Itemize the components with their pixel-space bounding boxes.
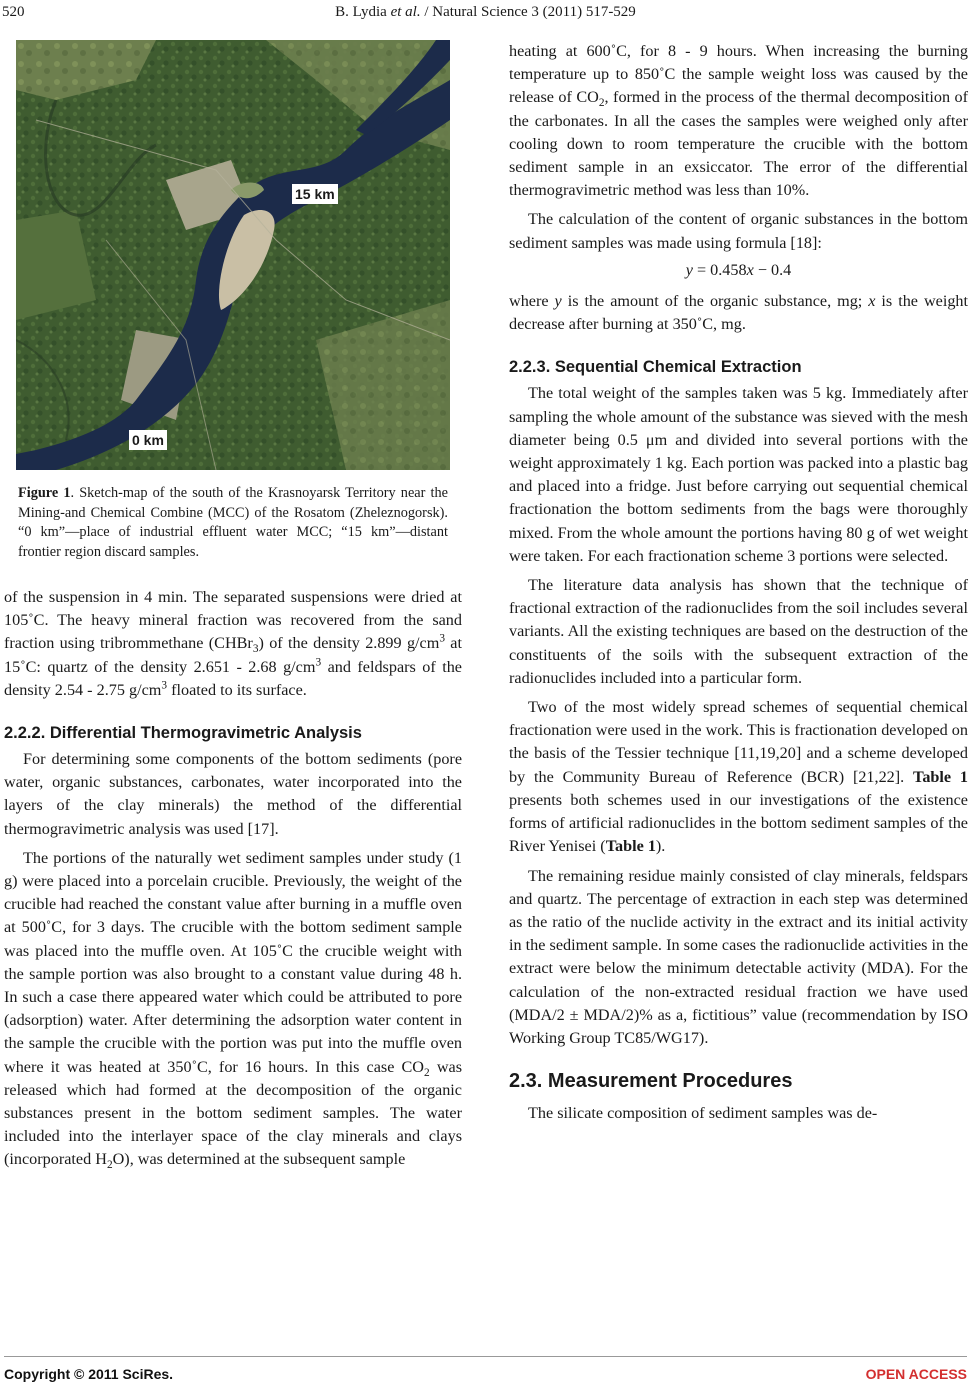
page-footer <box>0 1366 971 1386</box>
running-header <box>0 4 971 24</box>
formula-organic: y = 0.458x − 0.4 <box>685 260 792 279</box>
copyright-notice: Copyright © 2011 SciRes. <box>4 1366 174 1382</box>
paragraph-silicate: The silicate composition of sediment samples was de- <box>528 1104 878 1123</box>
satellite-map-image <box>16 40 450 470</box>
paragraph-calculation: The calculation of the content of organic substances in the bottom sediment samples was made using formula [18]: <box>509 210 968 252</box>
map-label-0km: 0 km <box>129 430 167 450</box>
section-heading-2-3: 2.3. Measurement Procedures <box>509 1070 793 1093</box>
section-heading-2-2-3: 2.2.3. Sequential Chemical Extraction <box>509 358 802 377</box>
paragraph-literature: The literature data analysis has shown that the technique of fractional extraction of the radionuclides from the soil includes several variants. All the existing techniques are based on the destruction of the constituents of the soils with the subsequent extraction of the radionuclides included into a particular form. <box>509 576 968 687</box>
paragraph-total-weight: The total weight of the samples taken was 5 kg. Immediately after sampling the whole amount of the substance was sieved with the mesh diameter being 0.5 μm and divided into several portions with the weight approximately 1 kg. Each portion was packed into a plastic bag and placed into a fridge. Just before carrying out sequential chemical fractionation the bottom sediments from the bags were thoroughly mixed. From the whole amount the portions having 80 g of wet weight were taken. For each fractionation scheme 3 portions were selected. <box>509 384 968 565</box>
paragraph-determining: For determining some components of the bottom sediments (pore water, organic substances, carbonates, water incorporated into the layers of the clay minerals) the method of the differential thermogravimetric analysis was used [17]. <box>4 750 462 838</box>
open-access-badge: OPEN ACCESS <box>865 1366 967 1382</box>
footer-divider <box>4 1356 967 1357</box>
right-column <box>509 40 968 1125</box>
figure-caption: Figure 1. Sketch-map of the south of the Krasnoyarsk Territory near the Mining-and Chemical Combine (MCC) of the Rosatom (Zheleznogorsk). “0 km”—place of industrial effluent water MCC; “15 km”—distant frontier region discard samples. <box>18 485 448 560</box>
paragraph-where: where y is the amount of the organic substance, mg; x is the weight decrease after burning at 350˚C, mg. <box>509 292 969 334</box>
paragraph-portions: The portions of the naturally wet sediment samples under study (1 g) were placed into a porcelain crucible. Previously, the weight of the crucible had reached the constant value after burning in a muffle oven at 500˚C, for 3 days. The crucible with the bottom sediment sample was placed into the muffle oven. At 105˚C the crucible weight with the sample portion was also brought to a constant value during 48 h. In such a case there appeared water which could be attributed to pore (adsorption) water. After determining the adsorption water content in the sample the crucible with the portion was put into the muffle oven where it was heated at 350˚C, for 16 hours. In this case $CO_2$ was released which had formed at the decomposition of the organic substances present in the bottom sediment samples. The water included into the interlayer space of the clay minerals and clays (incorporated $H_2O$), was determined at the subsequent sample <box>4 848 462 1172</box>
section-heading-2-2-2: 2.2.2. Differential Thermogravimetric Analysis <box>4 724 362 743</box>
figure-1 <box>16 40 450 562</box>
paragraph-two-schemes: Two of the most widely spread schemes of sequential chemical fractionation were used in the work. This is fractionation developed on the basis of the Tessier technique [11,19,20] and a scheme developed by the Community Bureau of Reference (BCR) [21,22]. Table 1 presents both schemes used in our investigations of the existence forms of artificial radionuclides in the bottom sediment samples of the River Yenisei (Table 1). <box>509 698 969 856</box>
left-column <box>4 40 462 1172</box>
running-title: B. Lydia et al. / Natural Science 3 (2011) 517-529 <box>335 4 636 20</box>
paragraph-remaining: The remaining residue mainly consisted of clay minerals, feldspars and quartz. The percentage of extraction in each step was determined as the ratio of the nuclide activity in the extract and its initial activity in the sediment sample. In some cases the radionuclide activities in the extract were below the minimum detectable activity (MDA). For the calculation of the non-extracted residual fraction we have used (MDA/2 ± MDA/2)% as a, fictitious” value (recommendation by ISO Working Group TC85/WG17). <box>509 866 968 1047</box>
page-number: 520 <box>2 4 25 20</box>
paragraph-suspension: of the suspension in 4 min. The separated suspensions were dried at 105˚C. The heavy mineral fraction was recovered from the sand fraction using tribrommethane (CHBr$_3$) of the density 2.899 $g/cm^3$ at 15˚C: quartz of the density 2.651 - 2.68 $g/cm^3$ and feldspars of the density 2.54 - 2.75 $g/cm^3$ floated to its surface. <box>4 588 462 699</box>
map-label-15km: 15 km <box>292 184 338 204</box>
paragraph-heating: heating at 600˚C, for 8 - 9 hours. When increasing the burning temperature up to 850˚C the sample weight loss was caused by the release of $CO_2$, formed in the process of the thermal decomposition of the carbonates. In all the cases the samples were weighed only after cooling down to room temperature the crucible with the bottom sediment sample in an exsiccator. The error of the differential thermogravimetric method was less than 10%. <box>509 42 968 200</box>
